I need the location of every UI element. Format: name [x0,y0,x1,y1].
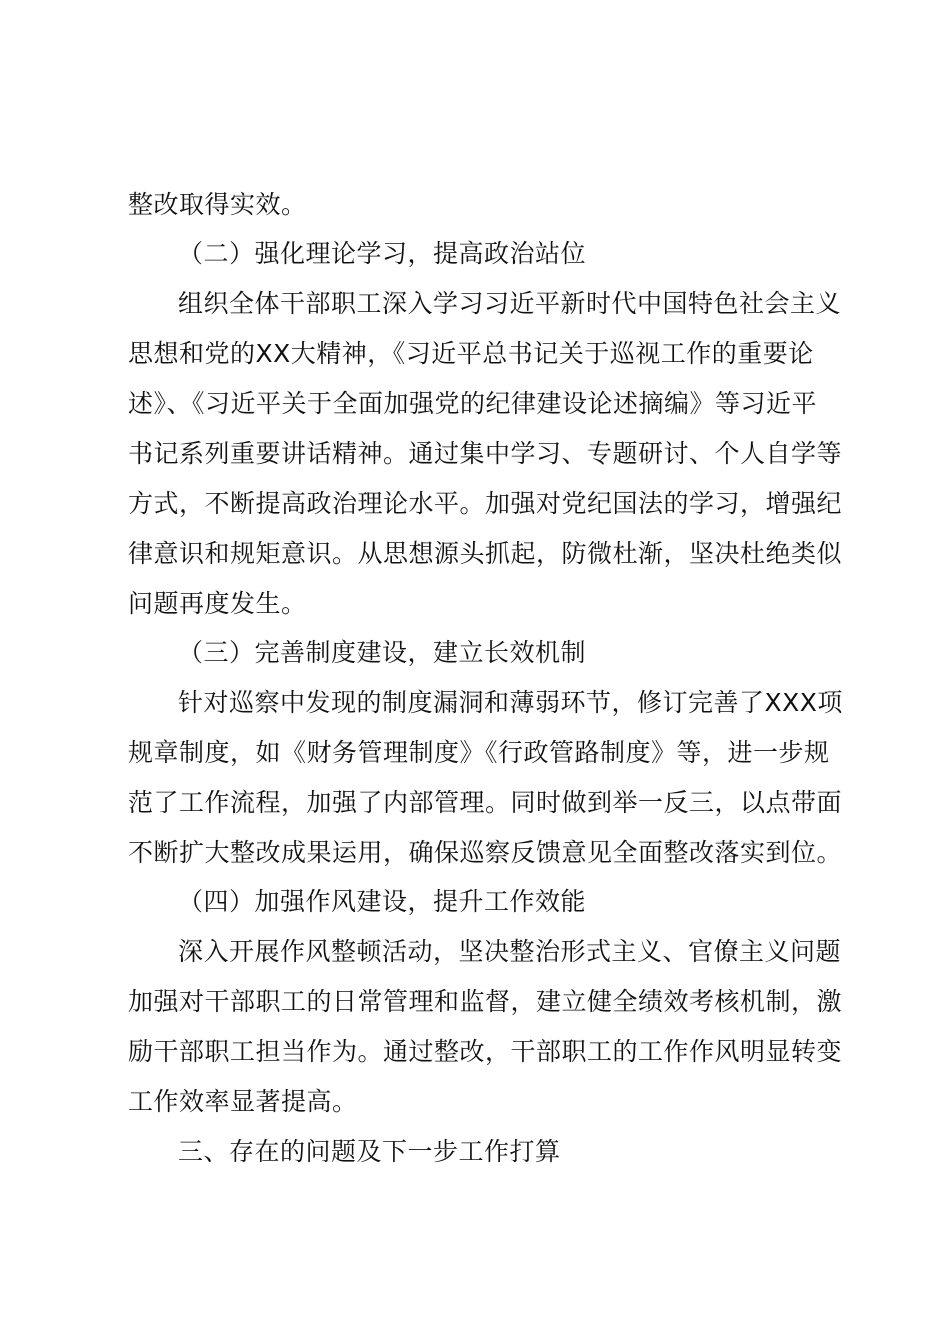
paragraph-line: 加强对干部职工的日常管理和监督，建立健全绩效考核机制，激 [128,987,843,1016]
section-heading-2: （二）强化理论学习，提高政治站位 [178,239,587,268]
paragraph-line: 范了工作流程，加强了内部管理。同时做到举一反三，以点带面 [128,788,843,817]
paragraph-line: 问题再度发生。 [128,589,307,618]
paragraph-line: 述》、《习近平关于全面加强党的纪律建设论述摘编》等习近平 [128,389,818,418]
section-heading-4: （四）加强作风建设，提升工作效能 [178,887,587,916]
paragraph-line: 工作效率显著提高。 [128,1087,358,1116]
paragraph-line: 律意识和规矩意识。从思想源头抓起，防微杜渐，坚决杜绝类似 [128,539,843,568]
paragraph-line: 深入开展作风整顿活动，坚决整治形式主义、官僚主义问题 [178,937,842,966]
section-heading-3: （三）完善制度建设，建立长效机制 [178,638,587,667]
paragraph-line: 针对巡察中发现的制度漏洞和薄弱环节，修订完善了XXX项 [178,688,843,717]
chapter-heading-3: 三、存在的问题及下一步工作打算 [178,1137,561,1166]
paragraph-line: 规章制度，如《财务管理制度》《行政管路制度》等，进一步规 [128,738,830,767]
paragraph-line: 书记系列重要讲话精神。通过集中学习、专题研讨、个人自学等 [128,439,843,468]
paragraph-line: 思想和党的XX大精神，《习近平总书记关于巡视工作的重要论 [128,339,814,368]
paragraph-line: 不断扩大整改成果运用，确保巡察反馈意见全面整改落实到位。 [128,838,843,867]
paragraph-line: 励干部职工担当作为。通过整改，干部职工的工作作风明显转变 [128,1037,843,1066]
paragraph-line: 组织全体干部职工深入学习习近平新时代中国特色社会主义 [178,289,842,318]
paragraph-line: 方式，不断提高政治理论水平。加强对党纪国法的学习，增强纪 [128,489,843,518]
paragraph-line: 整改取得实效。 [128,190,307,219]
